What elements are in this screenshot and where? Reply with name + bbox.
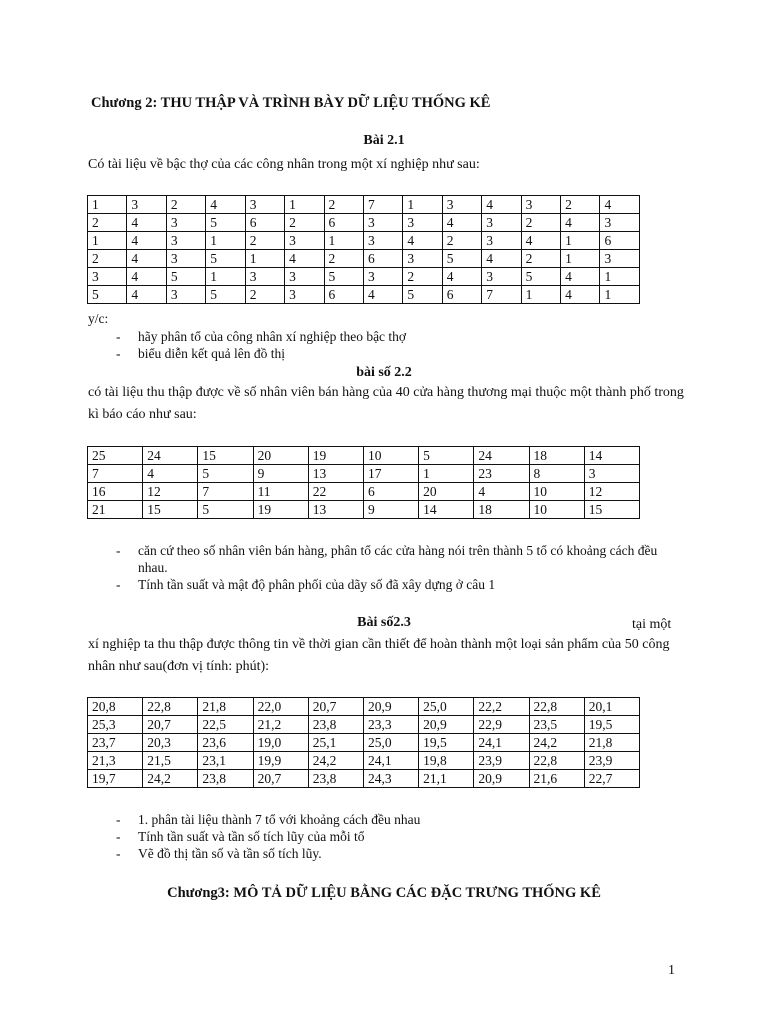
table-cell: 3 bbox=[245, 268, 284, 286]
table-cell: 19,9 bbox=[253, 752, 308, 770]
table-row bbox=[88, 286, 640, 304]
table-cell: 20 bbox=[419, 483, 474, 501]
table-cell: 23,1 bbox=[198, 752, 253, 770]
table-cell: 24,1 bbox=[474, 734, 529, 752]
table-cell: 1 bbox=[206, 232, 245, 250]
table-cell: 3 bbox=[403, 214, 442, 232]
table-cell: 4 bbox=[143, 465, 198, 483]
task-item: - biểu diễn kết quả lên đồ thị bbox=[88, 345, 688, 362]
table-cell: 25,0 bbox=[363, 734, 418, 752]
table-row bbox=[88, 716, 640, 734]
exercise-2-3-task-list bbox=[88, 811, 688, 862]
table-row bbox=[88, 483, 640, 501]
task-item: - Tính tần suất và mật độ phân phối của dãy số đã xây dựng ở câu 1 bbox=[88, 576, 678, 593]
table-cell: 25 bbox=[88, 447, 143, 465]
table-cell: 21,8 bbox=[584, 734, 639, 752]
table-cell: 3 bbox=[245, 196, 284, 214]
table-cell: 15 bbox=[198, 447, 253, 465]
table-cell: 5 bbox=[198, 501, 253, 519]
table-cell: 4 bbox=[521, 232, 560, 250]
table-cell: 23,3 bbox=[363, 716, 418, 734]
table-cell: 3 bbox=[363, 268, 402, 286]
table-cell: 21,2 bbox=[253, 716, 308, 734]
table-cell: 24,2 bbox=[308, 752, 363, 770]
table-cell: 3 bbox=[403, 250, 442, 268]
table-cell: 1 bbox=[521, 286, 560, 304]
table-cell: 5 bbox=[166, 268, 205, 286]
table-cell: 1 bbox=[88, 196, 127, 214]
table-cell: 18 bbox=[474, 501, 529, 519]
table-cell: 20,8 bbox=[88, 698, 143, 716]
table-cell: 14 bbox=[419, 501, 474, 519]
table-row bbox=[88, 214, 640, 232]
table-cell: 5 bbox=[442, 250, 481, 268]
table-cell: 1 bbox=[324, 232, 363, 250]
table-cell: 4 bbox=[561, 268, 600, 286]
table-cell: 3 bbox=[600, 214, 640, 232]
table-cell: 24,2 bbox=[529, 734, 584, 752]
table-cell: 5 bbox=[521, 268, 560, 286]
table-cell: 4 bbox=[561, 286, 600, 304]
table-cell: 23,9 bbox=[474, 752, 529, 770]
table-cell: 22,7 bbox=[584, 770, 639, 788]
table-cell: 1 bbox=[561, 250, 600, 268]
table-cell: 21,1 bbox=[419, 770, 474, 788]
table-cell: 4 bbox=[206, 196, 245, 214]
table-cell: 2 bbox=[285, 214, 324, 232]
table-cell: 19,0 bbox=[253, 734, 308, 752]
table-cell: 3 bbox=[127, 196, 166, 214]
table-cell: 22,0 bbox=[253, 698, 308, 716]
table-cell: 2 bbox=[521, 250, 560, 268]
table-cell: 4 bbox=[363, 286, 402, 304]
table-cell: 3 bbox=[166, 250, 205, 268]
table-cell: 1 bbox=[88, 232, 127, 250]
table-cell: 4 bbox=[285, 250, 324, 268]
table-cell: 10 bbox=[363, 447, 418, 465]
table-cell: 1 bbox=[403, 196, 442, 214]
table-cell: 17 bbox=[363, 465, 418, 483]
exercise-2-1-task-list bbox=[88, 328, 688, 362]
table-cell: 1 bbox=[600, 268, 640, 286]
table-cell: 23,8 bbox=[198, 770, 253, 788]
table-row bbox=[88, 734, 640, 752]
table-cell: 6 bbox=[600, 232, 640, 250]
table-cell: 5 bbox=[206, 286, 245, 304]
table-row bbox=[88, 770, 640, 788]
table-cell: 14 bbox=[584, 447, 639, 465]
table-cell: 8 bbox=[529, 465, 584, 483]
table-cell: 24 bbox=[474, 447, 529, 465]
table-cell: 20,7 bbox=[253, 770, 308, 788]
task-item: - căn cứ theo số nhân viên bán hàng, phân tổ các cửa hàng nói trên thành 5 tổ có khoảng cách đều nhau. bbox=[88, 542, 678, 576]
table-cell: 3 bbox=[166, 214, 205, 232]
table-cell: 19,8 bbox=[419, 752, 474, 770]
table-row bbox=[88, 250, 640, 268]
table-cell: 1 bbox=[561, 232, 600, 250]
table-row bbox=[88, 196, 640, 214]
table-cell: 25,1 bbox=[308, 734, 363, 752]
task-item: - 1. phân tài liệu thành 7 tổ với khoảng cách đều nhau bbox=[88, 811, 688, 828]
table-cell: 19,5 bbox=[419, 734, 474, 752]
exercise-2-2-intro: có tài liệu thu thập được về số nhân viên bán hàng của 40 cửa hàng thương mại thuộc một thành phố trong kì báo cáo như sau: bbox=[88, 385, 684, 422]
table-cell: 1 bbox=[285, 196, 324, 214]
table-cell: 24 bbox=[143, 447, 198, 465]
exercise-2-1-heading: Bài 2.1 bbox=[363, 133, 405, 148]
table-row bbox=[88, 752, 640, 770]
table-cell: 2 bbox=[245, 232, 284, 250]
table-cell: 3 bbox=[285, 286, 324, 304]
table-cell: 23 bbox=[474, 465, 529, 483]
table-cell: 25,0 bbox=[419, 698, 474, 716]
table-cell: 1 bbox=[245, 250, 284, 268]
exercise-2-2-task-list bbox=[88, 542, 678, 593]
table-cell: 23,5 bbox=[529, 716, 584, 734]
table-cell: 4 bbox=[442, 214, 481, 232]
chapter-2-title: Chương 2: THU THẬP VÀ TRÌNH BÀY DỮ LIỆU THỐNG KÊ bbox=[91, 95, 491, 111]
table-cell: 10 bbox=[529, 483, 584, 501]
table-row bbox=[88, 465, 640, 483]
table-cell: 23,8 bbox=[308, 770, 363, 788]
task-item: - Vẽ đồ thị tần số và tần số tích lũy. bbox=[88, 845, 688, 862]
table-row bbox=[88, 501, 640, 519]
table-cell: 3 bbox=[482, 214, 521, 232]
table-cell: 22,8 bbox=[529, 698, 584, 716]
table-cell: 20,9 bbox=[363, 698, 418, 716]
table-cell: 15 bbox=[584, 501, 639, 519]
table-cell: 1 bbox=[206, 268, 245, 286]
table-cell: 2 bbox=[88, 214, 127, 232]
table-cell: 24,1 bbox=[363, 752, 418, 770]
table-cell: 18 bbox=[529, 447, 584, 465]
table-cell: 20,3 bbox=[143, 734, 198, 752]
table-cell: 11 bbox=[253, 483, 308, 501]
exercise-2-3-intro: xí nghiệp ta thu thập được thông tin về thời gian cần thiết để hoàn thành một loại sản phẩm của 50 công nhân như sau(đơn vị tính: phút): bbox=[88, 637, 670, 674]
table-row bbox=[88, 447, 640, 465]
exercise-2-3-intro-tail: tại một bbox=[632, 617, 672, 632]
table-cell: 3 bbox=[482, 268, 521, 286]
table-cell: 2 bbox=[166, 196, 205, 214]
table-cell: 23,6 bbox=[198, 734, 253, 752]
table-cell: 20,1 bbox=[584, 698, 639, 716]
table-cell: 5 bbox=[198, 465, 253, 483]
table-cell: 2 bbox=[324, 196, 363, 214]
table-cell: 24,3 bbox=[363, 770, 418, 788]
table-cell: 5 bbox=[88, 286, 127, 304]
table-cell: 3 bbox=[482, 232, 521, 250]
exercise-2-2-table bbox=[87, 446, 640, 519]
table-cell: 4 bbox=[127, 250, 166, 268]
table-cell: 22,2 bbox=[474, 698, 529, 716]
table-cell: 3 bbox=[166, 286, 205, 304]
table-cell: 23,9 bbox=[584, 752, 639, 770]
table-cell: 9 bbox=[253, 465, 308, 483]
exercise-2-3-heading: Bài số2.3 bbox=[357, 615, 411, 630]
table-cell: 3 bbox=[521, 196, 560, 214]
table-cell: 4 bbox=[482, 196, 521, 214]
table-cell: 12 bbox=[584, 483, 639, 501]
table-row bbox=[88, 232, 640, 250]
exercise-2-3-table bbox=[87, 697, 640, 788]
table-cell: 6 bbox=[324, 286, 363, 304]
table-cell: 23,8 bbox=[308, 716, 363, 734]
table-cell: 19 bbox=[253, 501, 308, 519]
table-row bbox=[88, 698, 640, 716]
table-cell: 3 bbox=[363, 232, 402, 250]
table-cell: 21,8 bbox=[198, 698, 253, 716]
table-cell: 4 bbox=[127, 286, 166, 304]
table-cell: 20,9 bbox=[419, 716, 474, 734]
table-cell: 7 bbox=[482, 286, 521, 304]
table-cell: 4 bbox=[127, 214, 166, 232]
table-cell: 3 bbox=[363, 214, 402, 232]
table-cell: 2 bbox=[245, 286, 284, 304]
exercise-2-1-requirement-label: y/c: bbox=[88, 311, 109, 326]
page-number: 1 bbox=[668, 963, 675, 978]
table-cell: 6 bbox=[363, 250, 402, 268]
table-cell: 20 bbox=[253, 447, 308, 465]
table-cell: 6 bbox=[363, 483, 418, 501]
table-cell: 5 bbox=[324, 268, 363, 286]
table-cell: 7 bbox=[88, 465, 143, 483]
table-cell: 22,8 bbox=[529, 752, 584, 770]
table-cell: 4 bbox=[403, 232, 442, 250]
exercise-2-1-intro: Có tài liệu về bậc thợ của các công nhân trong một xí nghiệp như sau: bbox=[88, 157, 480, 172]
table-cell: 5 bbox=[206, 250, 245, 268]
table-cell: 4 bbox=[600, 196, 640, 214]
table-cell: 20,7 bbox=[143, 716, 198, 734]
table-cell: 4 bbox=[561, 214, 600, 232]
table-cell: 2 bbox=[521, 214, 560, 232]
table-cell: 22,9 bbox=[474, 716, 529, 734]
table-cell: 12 bbox=[143, 483, 198, 501]
table-cell: 6 bbox=[245, 214, 284, 232]
table-cell: 2 bbox=[88, 250, 127, 268]
table-cell: 5 bbox=[403, 286, 442, 304]
table-cell: 3 bbox=[442, 196, 481, 214]
table-cell: 3 bbox=[584, 465, 639, 483]
table-cell: 3 bbox=[285, 232, 324, 250]
table-cell: 19 bbox=[308, 447, 363, 465]
table-cell: 3 bbox=[285, 268, 324, 286]
table-cell: 21,5 bbox=[143, 752, 198, 770]
table-cell: 3 bbox=[88, 268, 127, 286]
table-cell: 7 bbox=[363, 196, 402, 214]
table-cell: 22 bbox=[308, 483, 363, 501]
table-cell: 21 bbox=[88, 501, 143, 519]
table-cell: 2 bbox=[324, 250, 363, 268]
table-cell: 24,2 bbox=[143, 770, 198, 788]
table-cell: 16 bbox=[88, 483, 143, 501]
table-cell: 22,5 bbox=[198, 716, 253, 734]
table-cell: 3 bbox=[600, 250, 640, 268]
table-cell: 21,6 bbox=[529, 770, 584, 788]
exercise-2-2-heading: bài số 2.2 bbox=[356, 365, 412, 380]
table-cell: 9 bbox=[363, 501, 418, 519]
table-cell: 7 bbox=[198, 483, 253, 501]
table-cell: 5 bbox=[419, 447, 474, 465]
table-cell: 23,7 bbox=[88, 734, 143, 752]
table-cell: 4 bbox=[482, 250, 521, 268]
task-item: - hãy phân tổ của công nhân xí nghiệp theo bậc thợ bbox=[88, 328, 688, 345]
table-cell: 25,3 bbox=[88, 716, 143, 734]
table-cell: 19,7 bbox=[88, 770, 143, 788]
table-cell: 1 bbox=[419, 465, 474, 483]
table-cell: 4 bbox=[127, 268, 166, 286]
table-cell: 19,5 bbox=[584, 716, 639, 734]
table-cell: 15 bbox=[143, 501, 198, 519]
table-cell: 4 bbox=[442, 268, 481, 286]
table-cell: 5 bbox=[206, 214, 245, 232]
table-cell: 20,9 bbox=[474, 770, 529, 788]
table-cell: 20,7 bbox=[308, 698, 363, 716]
table-cell: 4 bbox=[127, 232, 166, 250]
table-cell: 6 bbox=[442, 286, 481, 304]
table-cell: 6 bbox=[324, 214, 363, 232]
table-cell: 10 bbox=[529, 501, 584, 519]
table-cell: 13 bbox=[308, 501, 363, 519]
task-item: - Tính tần suất và tần số tích lũy của mỗi tổ bbox=[88, 828, 688, 845]
table-cell: 2 bbox=[403, 268, 442, 286]
table-cell: 1 bbox=[600, 286, 640, 304]
table-cell: 4 bbox=[474, 483, 529, 501]
table-row bbox=[88, 268, 640, 286]
table-cell: 21,3 bbox=[88, 752, 143, 770]
table-cell: 2 bbox=[561, 196, 600, 214]
table-cell: 22,8 bbox=[143, 698, 198, 716]
table-cell: 13 bbox=[308, 465, 363, 483]
table-cell: 2 bbox=[442, 232, 481, 250]
exercise-2-1-table bbox=[87, 195, 640, 304]
table-cell: 3 bbox=[166, 232, 205, 250]
chapter-3-title: Chương3: MÔ TẢ DỮ LIỆU BẰNG CÁC ĐẶC TRƯNG THỐNG KÊ bbox=[167, 885, 601, 901]
